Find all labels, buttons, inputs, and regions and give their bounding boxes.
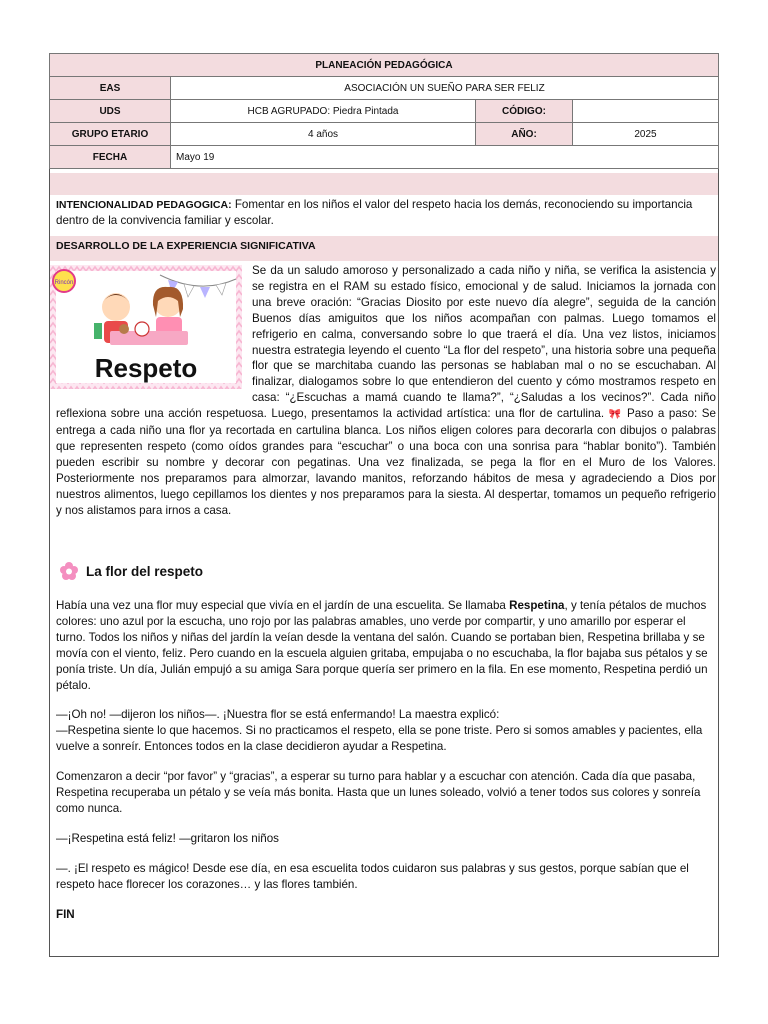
story-end: FIN bbox=[56, 907, 75, 921]
story-p1b: , y tenía pétalos de muchos colores: uno azul por la escucha, uno rojo por las palabras amables, uno verde por compartir, y uno amarillo por esperar el turno. Todos los niños y niñas del jardín la veían desde la ventana del salón. Cuando se portaban bien, Respetina brillaba y se movía con el viento, feliz. Pero cuando en la escuela alguien gritaba, empujaba o no escuchaba, la flor bajaba sus pétalos y se ponía triste. Un día, Julián empujó a su amiga Sara porque quería ser primero en la fila. En ese momento, Respetina perdió un pétalo. bbox=[56, 599, 708, 692]
ribbon-icon: 🎀 bbox=[608, 409, 623, 421]
uds-value: HCB AGRUPADO: Piedra Pintada bbox=[171, 100, 476, 123]
grupo-value: 4 años bbox=[171, 123, 476, 146]
story-title: La flor del respeto bbox=[86, 563, 204, 579]
header-table bbox=[49, 53, 719, 169]
flower-icon bbox=[60, 562, 78, 580]
development-heading: DESARROLLO DE LA EXPERIENCIA SIGNIFICATIVA bbox=[50, 236, 718, 261]
anio-label: AÑO: bbox=[476, 123, 573, 146]
spacer-band bbox=[50, 173, 718, 195]
story-p1a: Había una vez una flor muy especial que vivía en el jardín de una escuelita. Se llamaba bbox=[56, 599, 510, 612]
story-p2b: —Respetina siente lo que hacemos. Si no practicamos el respeto, ella se pone triste. Pero si somos amables y pacientes, ella vuelve a sonreír. Entonces todos en la clase decidieron ayudar a Respetina. bbox=[56, 724, 703, 754]
anio-value: 2025 bbox=[573, 123, 719, 146]
fecha-value: Mayo 19 bbox=[171, 146, 719, 169]
development-text-2: Paso a paso: Se entrega a cada niño una flor ya recortada en cartulina blanca. Los niños eligen colores para decorarla con dibujos o palabras que representen respeto (como oídos grandes para “escuchar” o una boca con una sonrisa para “hablar bonito”). También pueden escribir su nombre y decorar con pegatinas. Una vez finalizada, se pega la flor en el Muro de los Valores. Posteriormente nos preparamos para almorzar, lavando manitos, reforzando hábitos de mesa y agradeciendo a Dios por nuestros alimentos, luego cepillamos los dientes y nos preparamos para la siesta. Al despertar, tomamos un pequeño refrigerio y nos alistamos para irnos a casa. bbox=[56, 407, 716, 517]
planning-sheet bbox=[49, 53, 719, 957]
story-paragraph: Comenzaron a decir “por favor” y “gracias”, a esperar su turno para hablar y a escuchar con atención. Cada día que pasaba, Respetina recuperaba un pétalo y se veía más bonita. Hasta que un lunes soleado, volvió a tener todos sus colores y sonreía como nunca. bbox=[56, 770, 701, 815]
uds-label: UDS bbox=[50, 100, 171, 123]
story-paragraph bbox=[56, 598, 716, 693]
story-name: Respetina bbox=[509, 599, 565, 612]
image-caption: Respeto bbox=[94, 353, 198, 383]
story-body bbox=[56, 598, 716, 937]
intent-section bbox=[56, 197, 716, 229]
story-paragraph: —¡Respetina está feliz! —gritaron los niños bbox=[56, 831, 279, 845]
intent-text: Fomentar en los niños el valor del respeto hacia los demás, reconociendo su importancia dentro de la convivencia familiar y escolar. bbox=[56, 198, 693, 227]
story-paragraph: —. ¡El respeto es mágico! Desde ese día, en esa escuelita todos cuidaron sus palabras y sus gestos, porque sabían que el respeto hace florecer los corazones… y las flores también. bbox=[56, 861, 689, 891]
development-text: Se da un saludo amoroso y personalizado a cada niño y niña, se verifica la asistencia y se registra en el RAM su estado físico, emocional y de salud. Iniciamos la jornada con una breve oración: “Gracias Diosito por este nuevo día alegre”, seguida de la canción Buenos días amiguitos que los niños acompañan con palmas. Luego tomamos el refrigerio en calma, conversando sobre lo que traerá el día. Una vez listos, iniciamos nuestra estrategia leyendo el cuento “La flor del respeto”, una historia sobre una pequeña flor que se marchitaba cuando las personas se hablaban mal o no se escuchaban. Al finalizar, dialogamos sobre lo que entendieron del cuento y cómo mostramos respeto en casa: “¿Escuchas a mamá cuando te llama?”, “¿Saludas a los vecinos?”. Cada niño reflexiona sobre una acción respetuosa. Luego, presentamos la actividad artística: una flor de cartulina. bbox=[56, 264, 716, 421]
eas-label: EAS bbox=[50, 77, 171, 100]
respeto-illustration bbox=[50, 265, 242, 389]
sheet-title: PLANEACIÓN PEDAGÓGICA bbox=[50, 54, 719, 77]
story-p2a: —¡Oh no! —dijeron los niños—. ¡Nuestra flor se está enfermando! La maestra explicó: bbox=[56, 708, 500, 722]
codigo-value bbox=[573, 100, 719, 123]
intent-label: INTENCIONALIDAD PEDAGOGICA: bbox=[56, 199, 232, 211]
respeto-image bbox=[50, 265, 242, 389]
codigo-label: CÓDIGO: bbox=[476, 100, 573, 123]
grupo-label: GRUPO ETARIO bbox=[50, 123, 171, 146]
eas-value: ASOCIACIÓN UN SUEÑO PARA SER FELIZ bbox=[171, 77, 719, 100]
story-title-row bbox=[60, 562, 203, 580]
logo-text: Rincón bbox=[54, 280, 74, 286]
development-section bbox=[56, 263, 716, 519]
story-paragraph bbox=[56, 707, 716, 755]
fecha-label: FECHA bbox=[50, 146, 171, 169]
